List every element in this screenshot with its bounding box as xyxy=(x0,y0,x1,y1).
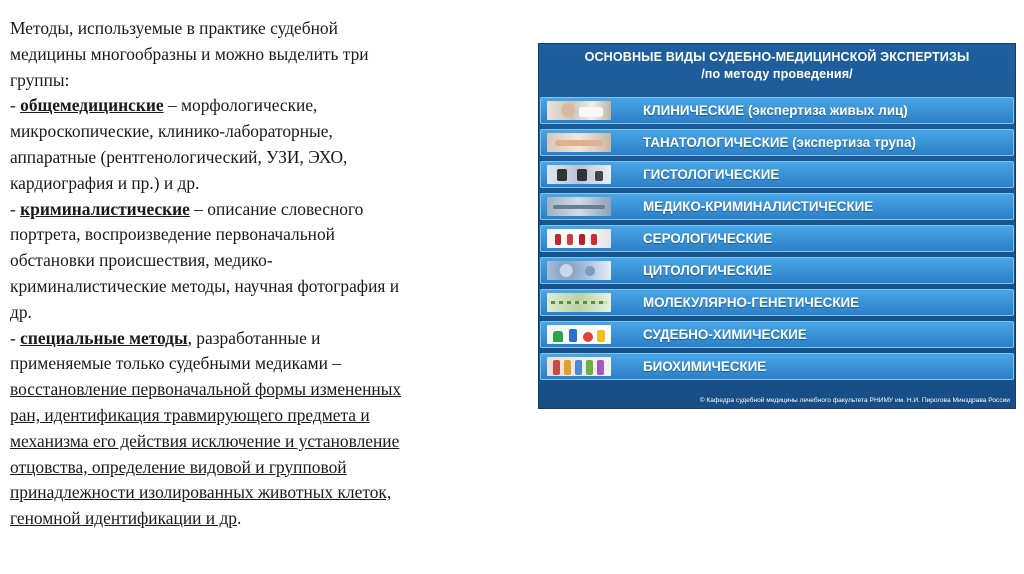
expertise-row-medico-criminalistic xyxy=(540,193,1014,220)
row-label: ГИСТОЛОГИЧЕСКИЕ xyxy=(643,167,780,182)
panel-subtitle: /по методу проведения/ xyxy=(701,67,853,81)
main-text xyxy=(10,16,510,532)
row-label: МЕДИКО-КРИМИНАЛИСТИЧЕСКИЕ xyxy=(643,199,874,214)
cells-photo-icon xyxy=(547,261,611,280)
group1-line: аппаратные (рентгенологический, УЗИ, ЭХО, xyxy=(10,146,348,167)
expertise-row-clinical xyxy=(540,97,1014,124)
intro-line: группы: xyxy=(10,69,70,90)
group2-line: криминалистические методы, научная фотография и xyxy=(10,275,400,296)
expertise-row-molecular-genetic xyxy=(540,289,1014,316)
row-label: КЛИНИЧЕСКИЕ (экспертиза живых лиц) xyxy=(643,103,908,118)
group2-line: др. xyxy=(10,301,32,322)
group2-term: криминалистические xyxy=(20,198,190,219)
expertise-types-panel xyxy=(538,43,1016,409)
expertise-row-serological xyxy=(540,225,1014,252)
group3-underlined-line: восстановление первоначальной формы измененных xyxy=(10,379,402,400)
expertise-row-biochemical xyxy=(540,353,1014,380)
thanatology-photo-icon xyxy=(547,133,611,152)
expertise-row-histological xyxy=(540,161,1014,188)
group3-term: специальные методы xyxy=(20,327,188,348)
group3-underlined-line: ран, идентификация травмирующего предмета и xyxy=(10,404,370,425)
row-label: ЦИТОЛОГИЧЕСКИЕ xyxy=(643,263,773,278)
intro-line: Методы, используемые в практике судебной xyxy=(10,18,338,38)
expertise-row-thanatological xyxy=(540,129,1014,156)
group2-line: обстановки происшествия, медико- xyxy=(10,250,273,271)
panel-title xyxy=(538,49,1016,83)
row-label: СУДЕБНО-ХИМИЧЕСКИЕ xyxy=(643,327,807,342)
biochem-vials-photo-icon xyxy=(547,357,611,376)
intro-line: медицины многообразны и можно выделить три xyxy=(10,43,369,64)
expertise-row-cytological xyxy=(540,257,1014,284)
dna-photo-icon xyxy=(547,293,611,312)
row-label: БИОХИМИЧЕСКИЕ xyxy=(643,359,767,374)
row-label: ТАНАТОЛОГИЧЕСКИЕ (экспертиза трупа) xyxy=(643,135,916,150)
panel-copyright-footer: © Кафедра судебной медицины лечебного факультета РНИМУ им. Н.И. Пирогова Минздрава России xyxy=(699,397,1010,404)
clinical-photo-icon xyxy=(547,101,611,120)
group3-line: - специальные методы, разработанные и xyxy=(10,327,321,348)
microscope-photo-icon xyxy=(547,165,611,184)
row-label: СЕРОЛОГИЧЕСКИЕ xyxy=(643,231,773,246)
group3-line: применяемые только судебными медиками – xyxy=(10,353,341,374)
group1-line: - общемедицинские – морфологические, xyxy=(10,95,318,116)
group1-line: микроскопические, клинико-лабораторные, xyxy=(10,121,333,142)
group3-underlined-line: отцовства, определение видовой и групповой xyxy=(10,456,347,477)
group1-term: общемедицинские xyxy=(20,95,164,116)
group2-line: - криминалистические – описание словесного xyxy=(10,198,364,219)
row-label: МОЛЕКУЛЯРНО-ГЕНЕТИЧЕСКИЕ xyxy=(643,295,860,310)
group2-line: портрета, воспроизведение первоначальной xyxy=(10,224,335,245)
group3-underlined-line: механизма его действия исключение и установление xyxy=(10,430,400,451)
expertise-row-forensic-chemical xyxy=(540,321,1014,348)
group3-last-line: геномной идентификации и др. xyxy=(10,508,242,529)
panel-title-line: ОСНОВНЫЕ ВИДЫ СУДЕБНО-МЕДИЦИНСКОЙ ЭКСПЕРТИЗЫ xyxy=(584,50,970,64)
forensic-tools-photo-icon xyxy=(547,197,611,216)
chemistry-flasks-photo-icon xyxy=(547,325,611,344)
group1-line: кардиография и пр.) и др. xyxy=(10,172,200,193)
blood-tubes-photo-icon xyxy=(547,229,611,248)
group3-underlined-line: принадлежности изолированных животных клеток, xyxy=(10,482,392,503)
